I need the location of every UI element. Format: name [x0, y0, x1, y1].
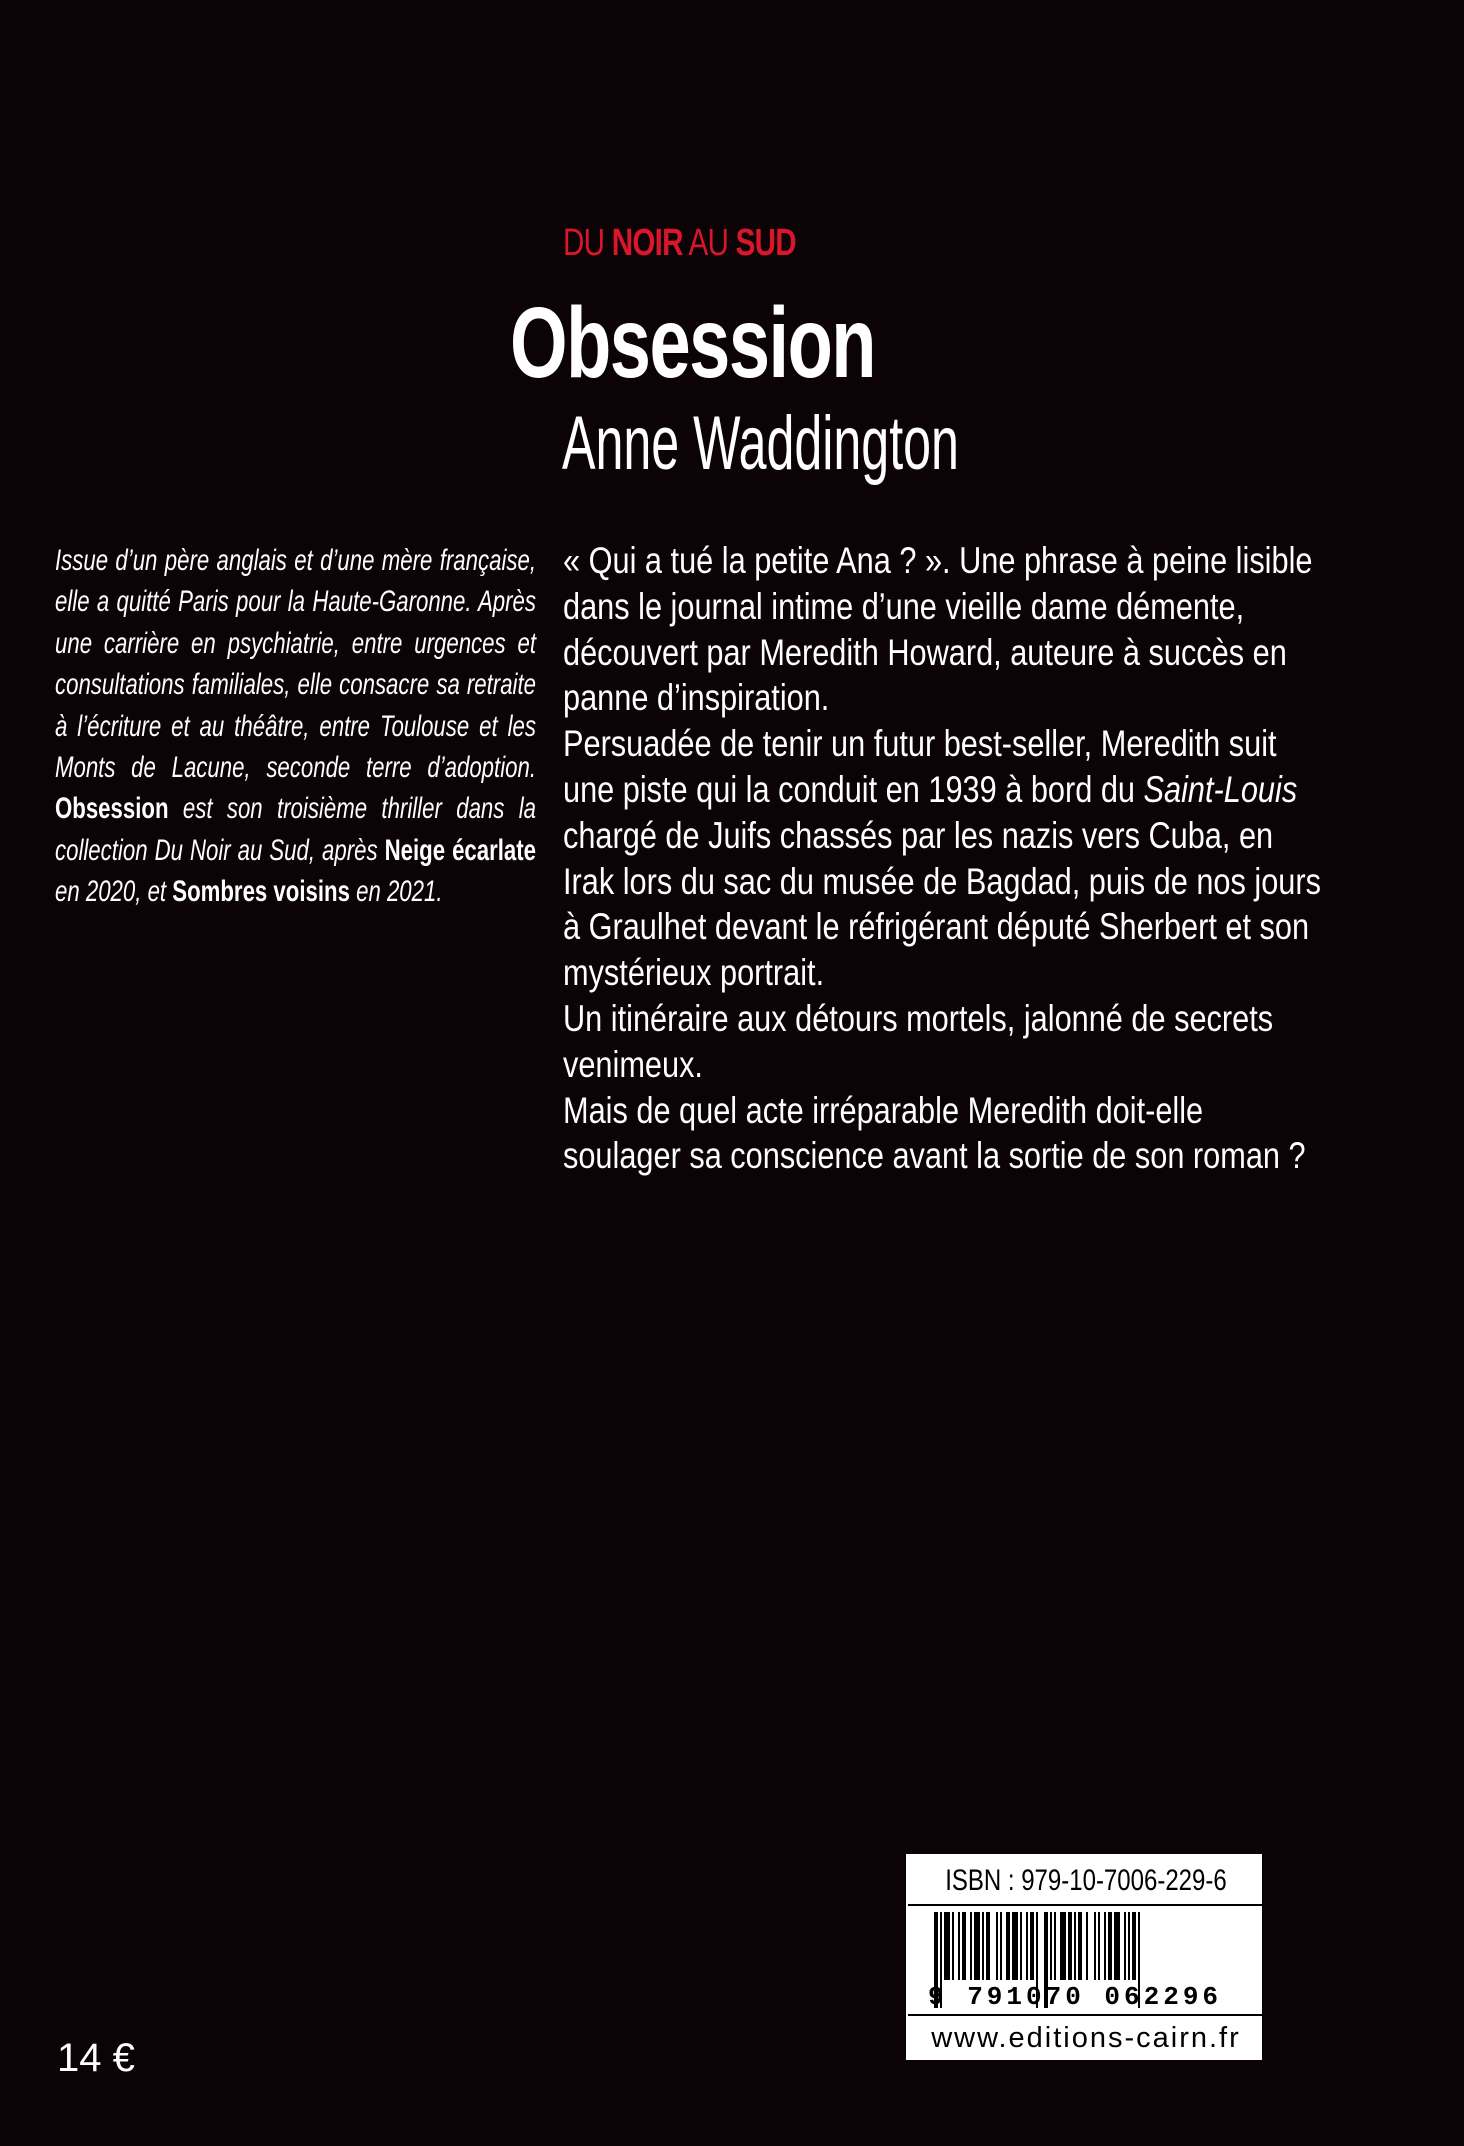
bio-text-3: en 2020, et: [55, 875, 173, 909]
collection-part-au: AU: [682, 222, 736, 264]
isbn-number: ISBN : 979-10-7006-229-6: [945, 1864, 1227, 1897]
publisher-website: www.editions-cairn.fr: [908, 2014, 1264, 2060]
synopsis-p2-text-a: Persuadée de tenir un futur best-seller, Meredith suit une piste qui la conduit en 1939 à bord du: [563, 723, 1277, 810]
barcode-bar: [1068, 1912, 1072, 1980]
collection-part-noir: NOIR: [611, 222, 683, 264]
synopsis-ship-name: Saint-Louis: [1143, 768, 1298, 810]
synopsis-paragraph-4: Mais de quel acte irréparable Meredith doit-elle soulager sa conscience avant la sortie de son roman ?: [563, 1089, 1306, 1177]
barcode-bar: [1030, 1912, 1034, 1980]
barcode-bar: [1132, 1912, 1136, 1980]
synopsis-paragraph-3: Un itinéraire aux détours mortels, jalonné de secrets venimeux.: [563, 997, 1274, 1085]
barcode-bar: [1012, 1912, 1018, 1980]
barcode-bar: [986, 1912, 990, 1980]
barcode-bar: [1074, 1912, 1076, 1980]
barcode-bar: [952, 1912, 954, 1980]
book-title: Obsession: [510, 287, 876, 399]
barcode-digits: 9 791070 062296: [928, 1982, 1223, 2012]
synopsis-p2-text-b: chargé de Juifs chassés par les nazis vers Cuba, en Irak lors du sac du musée de Bagdad, puis de nos jours à Graulhet devant le réfrigérant député Sherbert et son mystérieux portrait.: [563, 814, 1321, 994]
barcode-bar: [1060, 1912, 1066, 1980]
synopsis-paragraph-1: « Qui a tué la petite Ana ? ». Une phrase à peine lisible dans le journal intime d’une vieille dame démente, découvert par Meredith Howard, auteure à succès en panne d’inspiration.: [563, 540, 1313, 719]
synopsis: [563, 538, 1322, 1179]
author-bio: [55, 540, 536, 913]
barcode-bar: [970, 1912, 972, 1980]
barcode-bar: [1020, 1912, 1022, 1980]
barcode-bar: [996, 1912, 998, 1980]
barcode-bar: [1000, 1912, 1002, 1980]
barcode-bar: [1050, 1912, 1052, 1980]
barcode-bar: [1086, 1912, 1088, 1980]
isbn-barcode-box: [906, 1854, 1262, 2060]
barcode-bar: [1128, 1912, 1130, 1980]
barcode-bar: [974, 1912, 980, 1980]
bio-text-2: est son troisième thriller dans la collection Du Noir au Sud, après: [55, 792, 536, 867]
barcode-bar: [1114, 1912, 1120, 1980]
barcode-bar: [958, 1912, 960, 1980]
barcode-bar: [1094, 1912, 1096, 1980]
price: 14 €: [57, 2036, 135, 2080]
barcode-bar: [982, 1912, 984, 1980]
synopsis-paragraph-2: [563, 721, 1322, 996]
bio-text-1: Issue d’un père anglais et d’une mère française, elle a quitté Paris pour la Haute-Garonne. Après une carrière en psychiatrie, entre urgences et consultations familiales, elle consacre sa retraite à l’écriture et au théâtre, entre Toulouse et les Monts de Lacune, seconde terre d’adoption.: [55, 544, 536, 785]
barcode-bar: [1054, 1912, 1056, 1980]
barcode-bar: [1026, 1912, 1028, 1980]
barcode-bar: [1104, 1912, 1106, 1980]
barcode-bar: [1006, 1912, 1010, 1980]
barcode-bar: [1098, 1912, 1100, 1980]
isbn-label: [908, 1856, 1264, 1906]
barcode-bar: [1108, 1912, 1112, 1980]
collection-part-du: DU: [563, 222, 612, 264]
barcode-bar: [1078, 1912, 1082, 1980]
barcode-bar: [962, 1912, 966, 1980]
collection-name: [563, 222, 796, 265]
bio-text-4: en 2021.: [349, 875, 443, 909]
bio-bold-sombres-voisins: Sombres voisins: [172, 875, 350, 909]
barcode-bar: [944, 1912, 950, 1980]
barcode-bar: [1124, 1912, 1126, 1980]
author-name: Anne Waddington: [562, 401, 959, 486]
bio-bold-obsession: Obsession: [55, 792, 169, 826]
bio-bold-neige-ecarlate: Neige écarlate: [384, 833, 536, 867]
collection-part-sud: SUD: [735, 222, 796, 264]
